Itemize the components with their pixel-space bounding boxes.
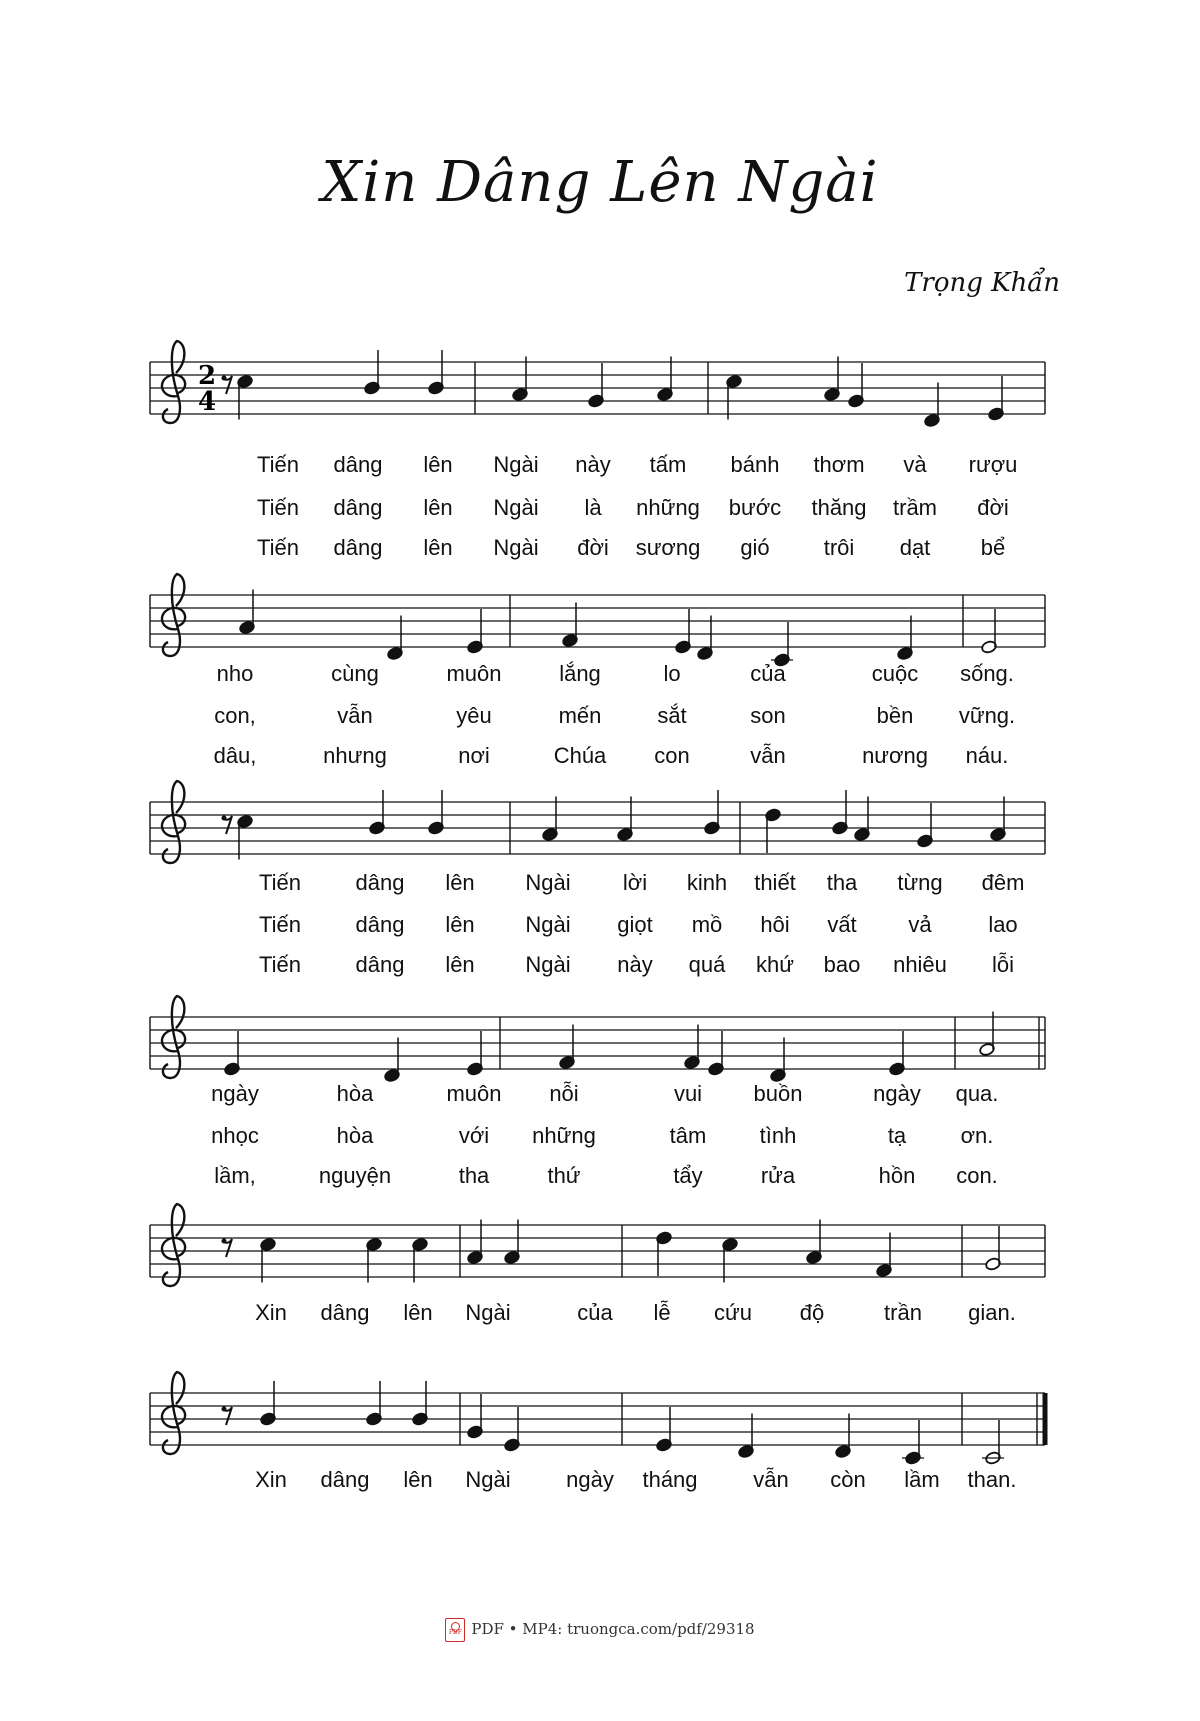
lyric-syllable: Ngài: [525, 870, 571, 895]
lyric-syllable: những: [532, 1123, 596, 1148]
lyric-syllable: độ: [799, 1300, 825, 1325]
composer-name: Trọng Khẩn: [904, 268, 1060, 298]
lyric-syllable: lời: [622, 870, 648, 895]
lyric-syllable: dâng: [320, 1300, 370, 1325]
lyric-syllable: kinh: [686, 870, 728, 895]
lyric-syllable: dâng: [333, 535, 383, 560]
lyric-syllable: vui: [673, 1081, 703, 1106]
lyric-syllable: nhọc: [211, 1123, 259, 1148]
lyric-syllable: dâng: [355, 870, 405, 895]
lyric-syllable: nguyện: [318, 1163, 392, 1188]
lyric-syllable: đời: [577, 535, 609, 560]
time-signature-bottom: 4: [198, 387, 217, 417]
lyric-syllable: Xin: [255, 1300, 287, 1325]
lyric-syllable: Ngài: [525, 912, 571, 937]
lyric-syllable: Ngài: [465, 1300, 511, 1325]
lyric-syllable: nhưng: [323, 743, 387, 768]
lyric-syllable: con,: [214, 703, 256, 728]
lyric-syllable: Ngài: [525, 952, 571, 977]
treble-clef-icon: [162, 996, 185, 1078]
lyric-syllable: dâng: [333, 495, 383, 520]
lyric-syllable: tấm: [649, 452, 687, 477]
lyric-syllable: qua.: [955, 1081, 999, 1106]
lyric-syllable: Ngài: [493, 535, 539, 560]
lyric-syllable: hòa: [336, 1123, 374, 1148]
lyric-syllable: dâng: [333, 452, 383, 477]
lyric-syllable: lên: [445, 912, 475, 937]
lyric-syllable: ngày: [566, 1467, 614, 1492]
lyric-syllable: lên: [423, 535, 453, 560]
lyric-syllable: giọt: [617, 912, 653, 937]
lyric-syllable: Ngài: [493, 495, 539, 520]
lyric-syllable: lễ: [653, 1300, 671, 1325]
staff-system: [150, 781, 1045, 863]
lyric-syllable: rượu: [968, 452, 1018, 477]
staff-system: [150, 574, 1045, 667]
lyric-syllable: những: [636, 495, 700, 520]
lyric-syllable: từng: [897, 870, 943, 895]
lyric-syllable: bền: [876, 703, 914, 728]
lyric-syllable: bao: [823, 952, 861, 977]
lyric-syllable: nho: [216, 661, 254, 686]
lyric-syllable: Tiến: [259, 952, 301, 977]
lyric-syllable: dạt: [899, 535, 931, 560]
lyric-syllable: hồn: [878, 1163, 916, 1188]
pdf-icon: PDF: [445, 1618, 465, 1642]
lyric-syllable: thăng: [811, 495, 867, 520]
lyric-syllable: muôn: [446, 1081, 502, 1106]
lyric-syllable: náu.: [965, 743, 1009, 768]
lyric-syllable: lên: [423, 495, 453, 520]
lyric-syllable: lên: [445, 870, 475, 895]
sheet-title: Xin Dâng Lên Ngài: [321, 150, 879, 215]
lyric-syllable: lên: [423, 452, 453, 477]
lyric-syllable: đời: [977, 495, 1009, 520]
lyric-syllable: Tiến: [259, 912, 301, 937]
lyric-syllable: sắt: [657, 703, 687, 728]
lyric-syllable: này: [575, 452, 611, 477]
lyric-syllable: gian.: [968, 1300, 1016, 1325]
lyric-syllable: son: [750, 703, 786, 728]
lyric-syllable: lầm,: [214, 1163, 256, 1188]
lyric-syllable: trầm: [893, 495, 937, 520]
lyric-syllable: của: [750, 661, 786, 686]
lyric-syllable: và: [903, 452, 927, 477]
lyric-syllable: vững.: [958, 703, 1016, 728]
lyric-syllable: với: [458, 1123, 490, 1148]
eighth-rest-icon: [222, 376, 227, 381]
lyric-syllable: mồ: [691, 912, 723, 937]
footer-text: PDF • MP4: truongca.com/pdf/29318: [471, 1620, 755, 1638]
lyric-syllable: trôi: [823, 535, 855, 560]
lyric-syllable: dâu,: [213, 743, 257, 768]
lyric-syllable: thơm: [813, 452, 865, 477]
lyric-syllable: thiết: [754, 870, 796, 895]
lyric-syllable: còn: [830, 1467, 866, 1492]
lyric-syllable: tháng: [642, 1467, 698, 1492]
footer: [0, 1618, 1200, 1642]
lyric-syllable: tình: [759, 1123, 797, 1148]
staff-system: [150, 1372, 1045, 1465]
lyric-syllable: con.: [956, 1163, 998, 1188]
lyric-syllable: dâng: [355, 952, 405, 977]
lyric-syllable: vẫn: [337, 703, 373, 728]
lyric-syllable: con: [654, 743, 690, 768]
treble-clef-icon: [162, 1204, 185, 1286]
lyric-syllable: ngày: [873, 1081, 921, 1106]
lyric-syllable: mến: [558, 703, 602, 728]
lyric-syllable: này: [617, 952, 653, 977]
lyric-syllable: lên: [403, 1467, 433, 1492]
lyric-syllable: yêu: [456, 703, 492, 728]
lyric-syllable: của: [577, 1300, 613, 1325]
lyric-syllable: đêm: [981, 870, 1025, 895]
lyric-syllable: vẫn: [753, 1467, 789, 1492]
lyric-syllable: lo: [663, 661, 681, 686]
lyric-syllable: là: [584, 495, 602, 520]
lyric-syllable: Tiến: [257, 535, 299, 560]
staff-system: [150, 996, 1045, 1083]
eighth-rest-icon: [222, 816, 227, 821]
lyric-syllable: dâng: [355, 912, 405, 937]
lyric-syllable: nhiêu: [893, 952, 947, 977]
lyric-syllable: lắng: [559, 661, 601, 686]
lyric-syllable: than.: [967, 1467, 1017, 1492]
lyric-syllable: buồn: [753, 1081, 803, 1106]
lyric-syllable: lao: [988, 912, 1018, 937]
lyric-syllable: nỗi: [549, 1081, 579, 1106]
lyric-syllable: bánh: [730, 452, 780, 477]
lyric-syllable: bước: [728, 495, 782, 520]
lyric-syllable: nương: [862, 743, 928, 768]
lyric-syllable: bể: [980, 535, 1006, 560]
lyric-syllable: cứu: [714, 1300, 752, 1325]
lyric-syllable: khứ: [756, 952, 794, 977]
lyric-syllable: ơn.: [960, 1123, 994, 1148]
treble-clef-icon: [162, 574, 185, 656]
lyric-syllable: ngày: [211, 1081, 259, 1106]
lyric-syllable: Tiến: [257, 452, 299, 477]
treble-clef-icon: [162, 341, 185, 423]
lyric-syllable: lên: [403, 1300, 433, 1325]
eighth-rest-icon: [222, 1239, 227, 1244]
staff-system: [150, 1204, 1045, 1286]
staff-system: [150, 341, 1045, 428]
lyric-syllable: sống.: [960, 661, 1014, 686]
lyric-syllable: rửa: [760, 1163, 796, 1188]
lyric-syllable: vất: [827, 912, 857, 937]
treble-clef-icon: [162, 1372, 185, 1454]
treble-clef-icon: [162, 781, 185, 863]
lyric-syllable: quá: [688, 952, 726, 977]
lyric-syllable: muôn: [446, 661, 502, 686]
lyric-syllable: Tiến: [259, 870, 301, 895]
lyric-syllable: lên: [445, 952, 475, 977]
lyric-syllable: cùng: [331, 661, 379, 686]
lyric-syllable: gió: [740, 535, 770, 560]
lyric-syllable: cuộc: [871, 661, 919, 686]
lyric-syllable: sương: [635, 535, 701, 560]
lyric-syllable: thứ: [547, 1163, 581, 1188]
lyric-syllable: tha: [826, 870, 858, 895]
lyric-syllable: hòa: [336, 1081, 374, 1106]
lyric-syllable: vả: [908, 912, 932, 937]
lyric-syllable: lầm: [904, 1467, 940, 1492]
lyric-syllable: tâm: [669, 1123, 707, 1148]
lyric-syllable: Ngài: [493, 452, 539, 477]
lyric-syllable: tha: [458, 1163, 490, 1188]
lyric-syllable: tẩy: [673, 1163, 703, 1188]
lyric-syllable: vẫn: [750, 743, 786, 768]
lyric-syllable: Chúa: [553, 743, 607, 768]
lyric-syllable: Ngài: [465, 1467, 511, 1492]
lyric-syllable: nơi: [458, 743, 490, 768]
lyric-syllable: hôi: [760, 912, 790, 937]
time-signature-top: 2: [198, 361, 217, 391]
lyric-syllable: Xin: [255, 1467, 287, 1492]
eighth-rest-icon: [222, 1407, 227, 1412]
lyric-syllable: trần: [884, 1300, 922, 1325]
lyric-syllable: dâng: [320, 1467, 370, 1492]
lyric-syllable: tạ: [887, 1123, 907, 1148]
lyric-syllable: lỗi: [991, 952, 1015, 977]
lyric-syllable: Tiến: [257, 495, 299, 520]
